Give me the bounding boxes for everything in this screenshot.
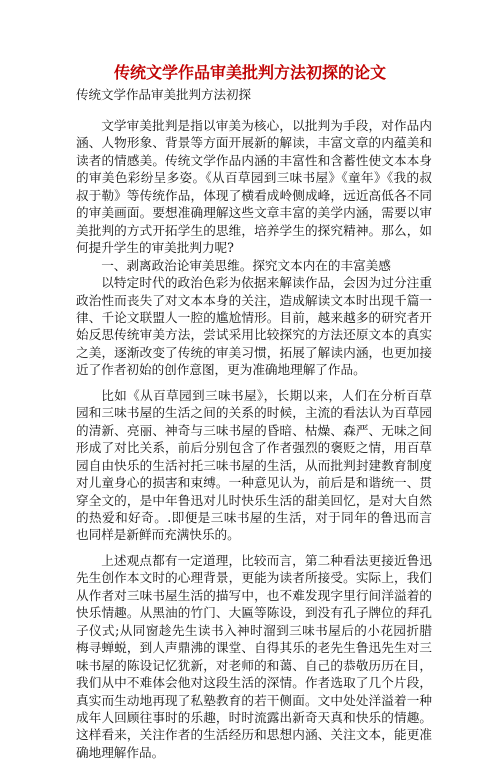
paragraph-example: 比如《从百草园到三味书屋》，长期以来，人们在分析百草园和三味书屋的生活之间的关系的时候，主流的看法认为百草园的清新、亮丽、神奇与三味书屋的昏暗、枯燥、森严、无味之间形成了对比关系，前后分别包含了作者强烈的褒贬之情，用百草园自由快乐的生活衬托三味书屋的生活，从而批判封建教育制度对儿童身心的损害和束缚。一种意见认为，前后是和谐统一、贯穿全文的，是中年鲁迅对儿时快乐生活的甜美回忆，是对大自然的热爱和好奇。.即便是三味书屋的生活，对于同年的鲁迅而言也同样是新鲜而充满快乐的。: [76, 387, 432, 543]
section-heading: 一、剥离政治论审美思维。探究文本内在的丰富美感: [101, 257, 391, 273]
paragraph-intro: 文学审美批判是指以审美为核心，以批判为手段，对作品内涵、人物形象、背景等方面开展新的解读，丰富文章的内蕴美和读者的情感美。传统文学作品内涵的丰富性和含蓄性使文本本身的审美色彩纷呈多姿。《从百草园到三味书屋》《童年》《我的叔叔于勒》等传统作品，体现了横看成岭侧成峰，远近高低各不同的审美画面。要想准确理解这些文章丰富的美学内涵，需要以审美批判的方式开拓学生的思维，培养学生的探究精神。那么，如何提升学生的审美批判力呢?: [76, 118, 432, 256]
paragraph-political-reading: 以特定时代的政治色彩为依据来解读作品，会因为过分注重政治性而丧失了对文本本身的关注，造成解读文本时出现千篇一律、千论文联盟人一腔的尴尬情形。目前，越来越多的研究者开始反思传统审美方法，尝试采用比较探究的方法还原文本的真实之美，逐渐改变了传统的审美习惯，拓展了解读内涵，也更加接近了作者初始的创作意图，更为准确地理解了作品。: [76, 275, 432, 378]
document-title: 传统文学作品审美批判方法初探的论文: [113, 63, 386, 82]
document-subtitle: 传统文学作品审美批判方法初探: [76, 87, 252, 102]
document-body: [76, 117, 432, 761]
paragraph-analysis: 上述观点都有一定道理，比较而言，第二种看法更接近鲁迅先生创作本文时的心理背景，更能为读者所接受。实际上，我们从作者对三味书屋生活的描写中，也不难发现字里行间洋溢着的快乐情趣。从黑油的竹门、大匾等陈设，到没有孔子牌位的拜孔子仪式;从同窗趁先生读书入神时溜到三味书屋后的小花园折腊梅寻蝉蜕，到人声鼎沸的课堂、自得其乐的老先生鲁迅先生对三味书屋的陈设记忆犹新，对老师的和蔼、自己的恭敬历历在目，我们从中不难体会他对这段生活的深情。作者选取了几个片段，真实而生动地再现了私塾教育的若干侧面。文中处处洋溢着一种成年人回顾往事时的乐趣，时时流露出新奇天真和快乐的情趣。这样看来，关注作者的生活经历和思想内涵、关注文本，能更准确地理解作品。: [76, 552, 432, 760]
